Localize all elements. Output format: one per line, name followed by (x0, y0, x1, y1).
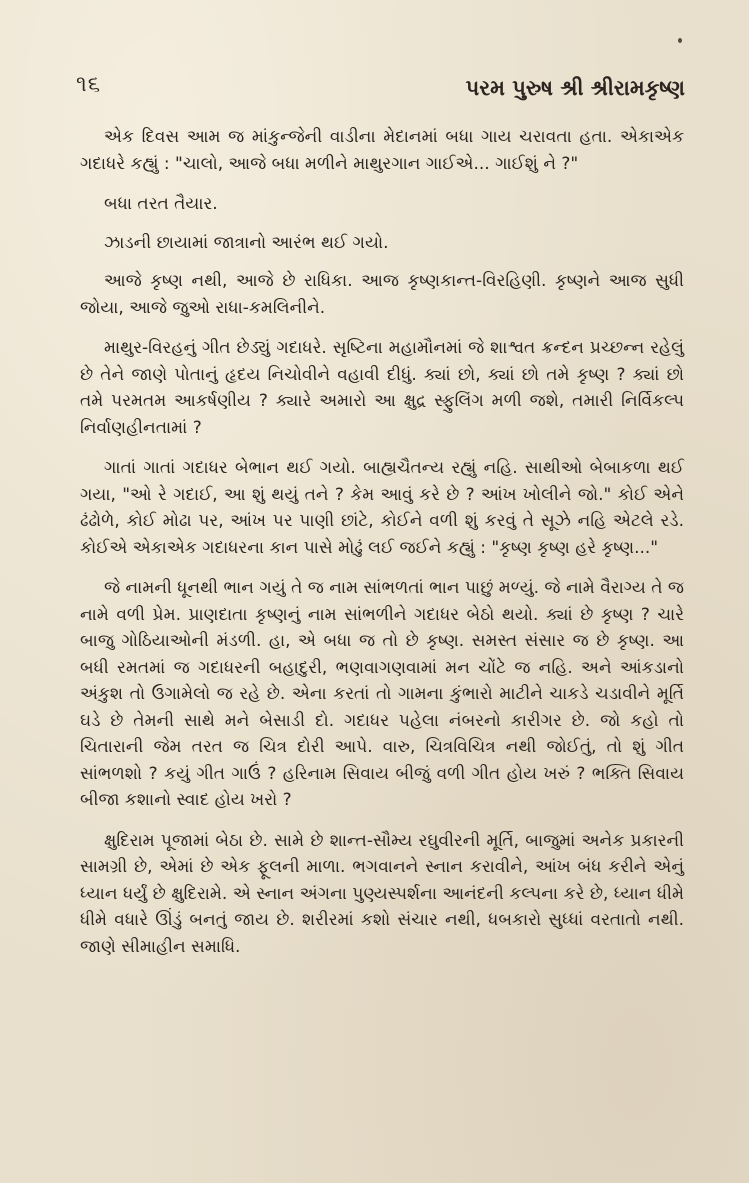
paragraph: માથુર-વિરહનું ગીત છેડ્યું ગદાધરે. સૃષ્ટિના મહામૌનમાં જે શાશ્વત ક્રન્દન પ્રચ્છન્ન રહેલું છે તેને જાણે પોતાનું હૃદય નિચોવીને વહાવી દીધું. ક્યાં છો, ક્યાં છો તમે કૃષ્ણ ? ક્યાં છો તમે પરમતમ આકર્ષણીય ? ક્યારે અમારો આ ક્ષુદ્ર સ્ફુલિંગ મળી જશે, તમારી નિર્વિકલ્પ નિર્વાણહીનતામાં ? (80, 338, 684, 438)
paragraph: ઝાડની છાયામાં જાત્રાનો આરંભ થઈ ગયો. (104, 232, 389, 253)
paragraph: આજે કૃષ્ણ નથી, આજે છે રાધિકા. આજ કૃષ્ણકાન્ત-વિરહિણી. કૃષ્ણને આજ સુધી જોયા, આજે જુઓ રાધા-કમલિનીને. (80, 271, 684, 318)
paragraph: ક્ષુદિરામ પૂજામાં બેઠા છે. સામે છે શાન્ત-સૌમ્ય રઘુવીરની મૂર્તિ, બાજુમાં અનેક પ્રકારની સામગ્રી છે, એમાં છે એક ફૂલની માળા. ભગવાનને સ્નાન કરાવીને, આંખ બંધ કરીને એનું ધ્યાન ધર્યું છે ક્ષુદિરામે. એ સ્નાન અંગના પુણ્યસ્પર્શના આનંદની કલ્પના કરે છે, ધ્યાન ધીમે ધીમે વધારે ઊંડું બનતું જાય છે. શરીરમાં કશો સંચાર નથી, ધબકારો સુધ્ધાં વરતાતો નથી. જાણે સીમાહીન સમાધિ. (80, 830, 684, 957)
paragraph: એક દિવસ આમ જ માંકુન્જેની વાડીના મેદાનમાં બધા ગાય ચરાવતા હતા. એકાએક ગદાધરે કહ્યું : "ચાલો, આજે બધા મળીને માથુરગાન ગાઈએ... ગાઈશું ને ?" (80, 127, 684, 174)
page-number: ૧૬ (76, 72, 102, 97)
ink-speck (678, 38, 682, 43)
paragraph: ગાતાં ગાતાં ગદાધર બેભાન થઈ ગયો. બાહ્યચૈતન્ય રહ્યું નહિ. સાથીઓ બેબાકળા થઈ ગયા, "ઓ રે ગદાઈ, આ શું થયું તને ? કેમ આવું કરે છે ? આંખ ખોલીને જો." કોઈ એને ઢંઢોળે, કોઈ મોઢા પર, આંખ પર પાણી છાંટે, કોઈને વળી શું કરવું તે સૂઝે નહિ એટલે રડે. કોઈએ એકાએક ગદાધરના કાન પાસે મોઢું લઈ જઈને કહ્યું : "કૃષ્ણ કૃષ્ણ હરે કૃષ્ણ..." (80, 458, 684, 558)
paragraph: જે નામની ધૂનથી ભાન ગયું તે જ નામ સાંભળતાં ભાન પાછું મળ્યું. જે નામે વૈરાગ્ય તે જ નામે વળી પ્રેમ. પ્રાણદાતા કૃષ્ણનું નામ સાંભળીને ગદાધર બેઠો થયો. ક્યાં છે કૃષ્ણ ? ચારે બાજુ ગોઠિયાઓની મંડળી. હા, એ બધા જ તો છે કૃષ્ણ. સમસ્ત સંસાર જ છે કૃષ્ણ. આ બધી રમતમાં જ ગદાધરની બહાદુરી, ભણવાગણવામાં મન ચોંટે જ નહિ. અને આંકડાનો અંકુશ તો ઉગામેલો જ રહે છે. એના કરતાં તો ગામના કુંભારો માટીને ચાકડે ચડાવીને મૂર્તિ ઘડે છે તેમની સાથે મને બેસાડી દો. ગદાધર પહેલા નંબરનો કારીગર છે. જો કહો તો ચિતારાની જેમ તરત જ ચિત્ર દોરી આપે. વારુ, ચિત્રવિચિત્ર નથી જોઈતું, તો શું ગીત સાંભળશો ? કયું ગીત ગાઉં ? હરિનામ સિવાય બીજું વળી ગીત હોય ખરું ? ભક્તિ સિવાય બીજા કશાનો સ્વાદ હોય ખરો ? (80, 578, 684, 810)
running-head-title: પરમ પુરુષ શ્રી શ્રીરામકૃષ્ણ (465, 76, 685, 100)
body-text (80, 124, 684, 974)
paragraph: બધા તરત તૈયાર. (104, 194, 218, 214)
